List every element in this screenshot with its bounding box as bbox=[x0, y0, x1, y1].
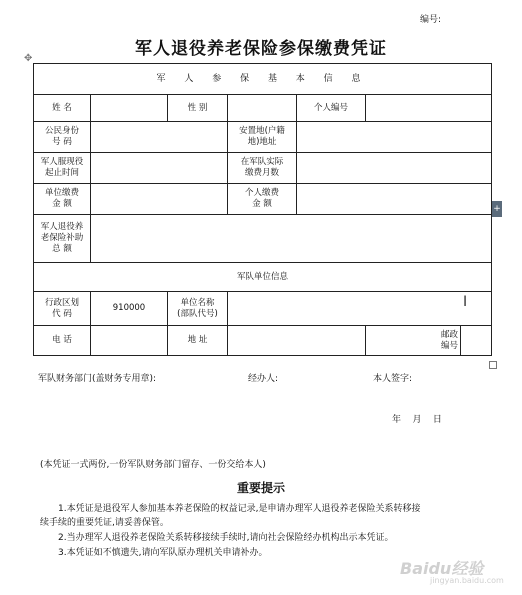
service-label-line1: 军人服现役 bbox=[40, 157, 84, 167]
copy-note: (本凭证一式两份,一份军队财务部门留存、一份交给本人) bbox=[40, 460, 266, 470]
district-label-line1: 行政区划 bbox=[44, 297, 79, 308]
service-period-field[interactable] bbox=[91, 153, 228, 184]
id-card-label bbox=[34, 122, 91, 153]
id-card-label-line1: 公民身份 bbox=[44, 126, 79, 136]
subsidy-label-line3: 总 额 bbox=[52, 244, 72, 254]
serial-number-label: 编号: bbox=[420, 15, 442, 25]
paid-months-label-line2: 缴费月数 bbox=[244, 168, 279, 178]
date-line: 年 月 日 bbox=[392, 415, 442, 425]
postcode-field[interactable] bbox=[461, 326, 492, 356]
notes-title: 重要提示 bbox=[236, 481, 285, 495]
gender-label: 性 别 bbox=[168, 95, 228, 122]
unit-amount-label bbox=[34, 184, 91, 215]
subsidy-total-field[interactable] bbox=[91, 215, 492, 263]
residence-field[interactable] bbox=[297, 122, 492, 153]
residence-label bbox=[228, 122, 297, 153]
personal-amount-field[interactable] bbox=[297, 184, 492, 215]
finance-dept-signature: 军队财务部门(盖财务专用章): bbox=[38, 374, 157, 384]
district-code-label bbox=[34, 292, 91, 326]
note-item: 续手续的重要凭证,请妥善保管。 bbox=[40, 518, 169, 528]
personal-id-label: 个人编号 bbox=[297, 95, 366, 122]
unit-amount-label-line2: 金 额 bbox=[52, 199, 72, 209]
paid-months-label bbox=[228, 153, 297, 184]
service-period-label bbox=[34, 153, 91, 184]
id-card-field[interactable] bbox=[91, 122, 228, 153]
table-resize-handle-icon[interactable] bbox=[489, 361, 497, 369]
gender-field[interactable] bbox=[228, 95, 297, 122]
unit-name-field[interactable] bbox=[228, 292, 492, 326]
personal-amount-label bbox=[228, 184, 297, 215]
self-signature: 本人签字: bbox=[373, 374, 413, 384]
personal-amount-label-line1: 个人缴费 bbox=[244, 188, 279, 198]
phone-field[interactable] bbox=[91, 326, 168, 356]
unit-amount-label-line1: 单位缴费 bbox=[44, 188, 79, 198]
district-code-value[interactable]: 910000 bbox=[91, 292, 168, 326]
district-label-line2: 代 码 bbox=[52, 308, 72, 319]
name-field[interactable] bbox=[91, 95, 168, 122]
section-unit-info-title: 军队单位信息 bbox=[34, 263, 492, 292]
section-basic-info-title: 军 人 参 保 基 本 信 息 bbox=[34, 64, 492, 95]
paid-months-field[interactable] bbox=[297, 153, 492, 184]
unit-name-label-line2: (部队代号) bbox=[177, 308, 218, 319]
phone-label: 电 话 bbox=[34, 326, 91, 356]
move-handle-icon[interactable]: ✥ bbox=[24, 53, 33, 64]
side-expand-icon[interactable]: + bbox=[492, 201, 502, 217]
name-label: 姓 名 bbox=[34, 95, 91, 122]
subsidy-total-label bbox=[34, 215, 91, 263]
baidu-watermark: Baidu经验 bbox=[400, 559, 484, 578]
handler-signature: 经办人: bbox=[248, 374, 279, 384]
postcode-label-line1: 邮政 bbox=[440, 329, 458, 340]
unit-name-label bbox=[168, 292, 228, 326]
subsidy-label-line2: 老保险补助 bbox=[40, 233, 84, 243]
form-table bbox=[33, 63, 492, 356]
unit-amount-field[interactable] bbox=[91, 184, 228, 215]
paid-months-label-line1: 在军队实际 bbox=[240, 157, 284, 167]
postcode-label bbox=[366, 326, 461, 356]
personal-id-field[interactable] bbox=[366, 95, 492, 122]
unit-name-label-line1: 单位名称 bbox=[180, 297, 215, 308]
baidu-watermark-url: jingyan.baidu.com bbox=[430, 576, 504, 585]
id-card-label-line2: 号 码 bbox=[52, 137, 72, 147]
address-field[interactable] bbox=[228, 326, 366, 356]
service-label-line2: 起止时间 bbox=[44, 168, 79, 178]
residence-label-line2: 地)地址 bbox=[247, 137, 277, 147]
note-item: 3.本凭证如不慎遗失,请向军队原办理机关申请补办。 bbox=[58, 548, 268, 558]
note-item: 2.当办理军人退役养老保险关系转移接续手续时,请向社会保险经办机构出示本凭证。 bbox=[58, 533, 394, 543]
address-label: 地 址 bbox=[168, 326, 228, 356]
document-title: 军人退役养老保险参保缴费凭证 bbox=[135, 39, 387, 59]
postcode-label-line2: 编号 bbox=[440, 340, 458, 351]
text-cursor-icon: I bbox=[463, 294, 468, 310]
note-item: 1.本凭证是退役军人参加基本养老保险的权益记录,是申请办理军人退役养老保险关系转移接 bbox=[58, 504, 421, 514]
personal-amount-label-line2: 金 额 bbox=[252, 199, 272, 209]
residence-label-line1: 安置地(户籍 bbox=[239, 126, 285, 136]
subsidy-label-line1: 军人退役养 bbox=[40, 222, 84, 232]
